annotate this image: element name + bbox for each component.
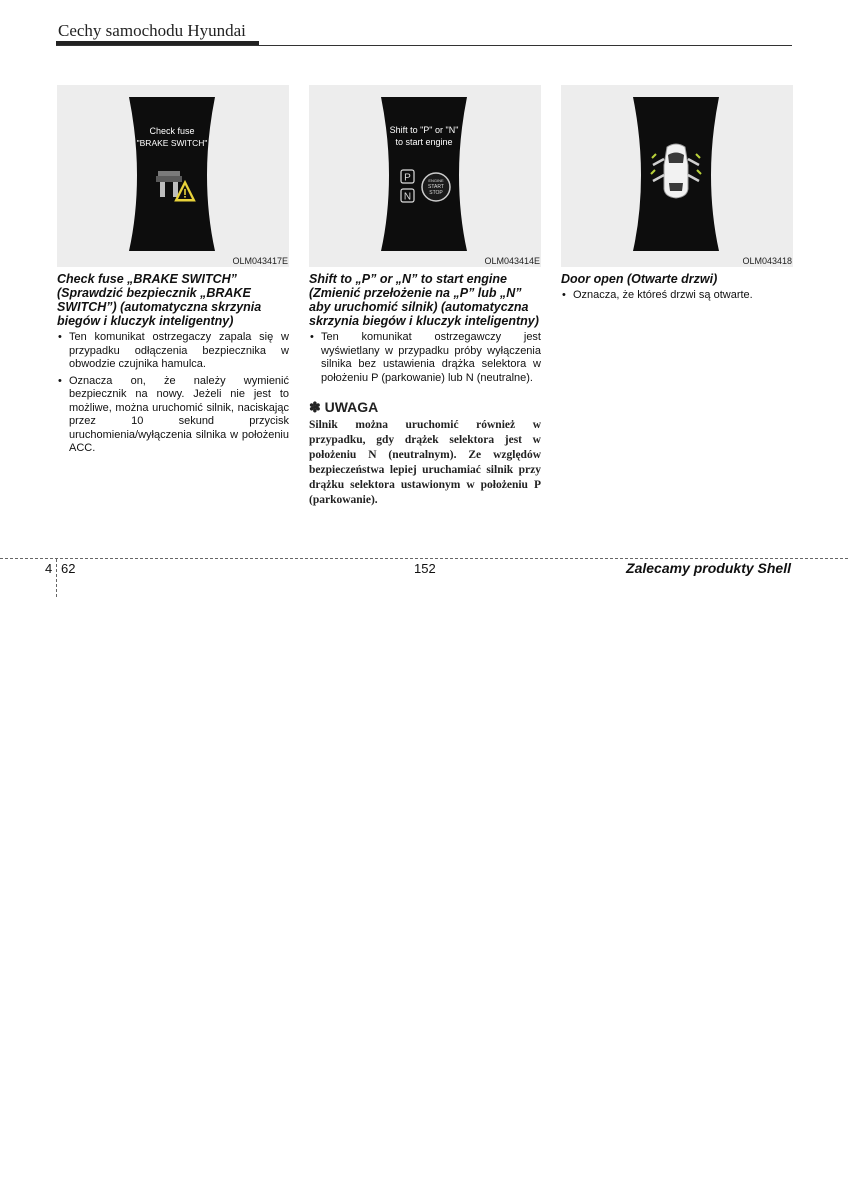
bullet-list (309, 331, 541, 385)
svg-text:START: START (428, 184, 444, 190)
header-rule (56, 45, 792, 46)
svg-text:ENGINE: ENGINE (428, 178, 444, 183)
bullet-item: • Oznacza on, że należy wymienić bezpiecznik na nowy. Jeżeli nie jest to możliwe, można uruchomić silnik, naciskając przez 10 sekund przycisk uruchomienia/wyłączenia silnika w położeniu ACC. (57, 375, 289, 456)
note-body: Silnik można uruchomić również w przypadku, gdy drążek selektora jest w położeniu N (neutralnym). Ze względów bezpieczeństwa lepiej uruchamiać silnik przy drążku selektora ustawionym w położeniu P (parkowanie). (309, 419, 541, 506)
figure-code: OLM043418 (742, 256, 792, 266)
display-line-2: "BRAKE SWITCH" (136, 138, 208, 148)
bullet-item: • Ten komunikat ostrzegawczy jest wyświetlany w przypadku próby wyłączenia silnika bez ustawienia drążka selektora w położeniu P (parkowanie) lub N (neutralne). (309, 331, 541, 385)
footer-brand: Zalecamy produkty Shell (626, 560, 791, 576)
column-door-open (561, 85, 793, 306)
section-title: Check fuse „BRAKE SWITCH” (Sprawdzić bezpiecznik „BRAKE SWITCH”) (automatyczna skrzynia biegów i kluczyk inteligentny) (57, 272, 262, 328)
section-title: Door open (Otwarte drzwi) (561, 272, 718, 286)
header-title: Cechy samochodu Hyundai (58, 21, 246, 40)
bullet-list (57, 331, 289, 456)
crop-line (0, 558, 848, 559)
cluster-display-shift (309, 85, 541, 267)
figure-code: OLM043417E (232, 256, 288, 266)
footer-chapter: 4 (45, 561, 53, 576)
figure-check-fuse (57, 85, 289, 267)
figure-shift-to-p-or-n (309, 85, 541, 267)
engine-start-stop-icon (422, 173, 450, 201)
gear-p-label: P (404, 172, 411, 184)
display-line-2: to start engine (395, 137, 453, 147)
cluster-display-door (561, 85, 793, 267)
bullet-item: • Ten komunikat ostrzegaczy zapala się w przypadku odłączenia bezpiecznika w obwodzie czujnika hamulca. (57, 331, 289, 372)
figure-door-open (561, 85, 793, 267)
bullet-item: • Oznacza, że któreś drzwi są otwarte. (561, 289, 793, 303)
display-line-1: Shift to "P" or "N" (389, 125, 459, 135)
column-shift-to-start (309, 85, 541, 508)
bullet-list (561, 289, 793, 303)
figure-code: OLM043414E (484, 256, 540, 266)
display-line-1: Check fuse (149, 126, 195, 136)
section-title: Shift to „P” or „N” to start engine (Zmienić przełożenie na „P” lub „N” aby uruchomić silnik) (automatyczna skrzynia biegów i kluczyk inteligentny) (309, 272, 539, 328)
cluster-display-fuse (57, 85, 289, 267)
crop-mark (56, 559, 57, 597)
footer-page-in-chapter: 62 (61, 561, 76, 576)
note-title: ✽ UWAGA (309, 399, 379, 415)
footer-page-number: 152 (414, 561, 436, 576)
svg-text:STOP: STOP (429, 190, 443, 196)
gear-n-label: N (403, 191, 412, 203)
column-brake-switch (57, 85, 289, 459)
